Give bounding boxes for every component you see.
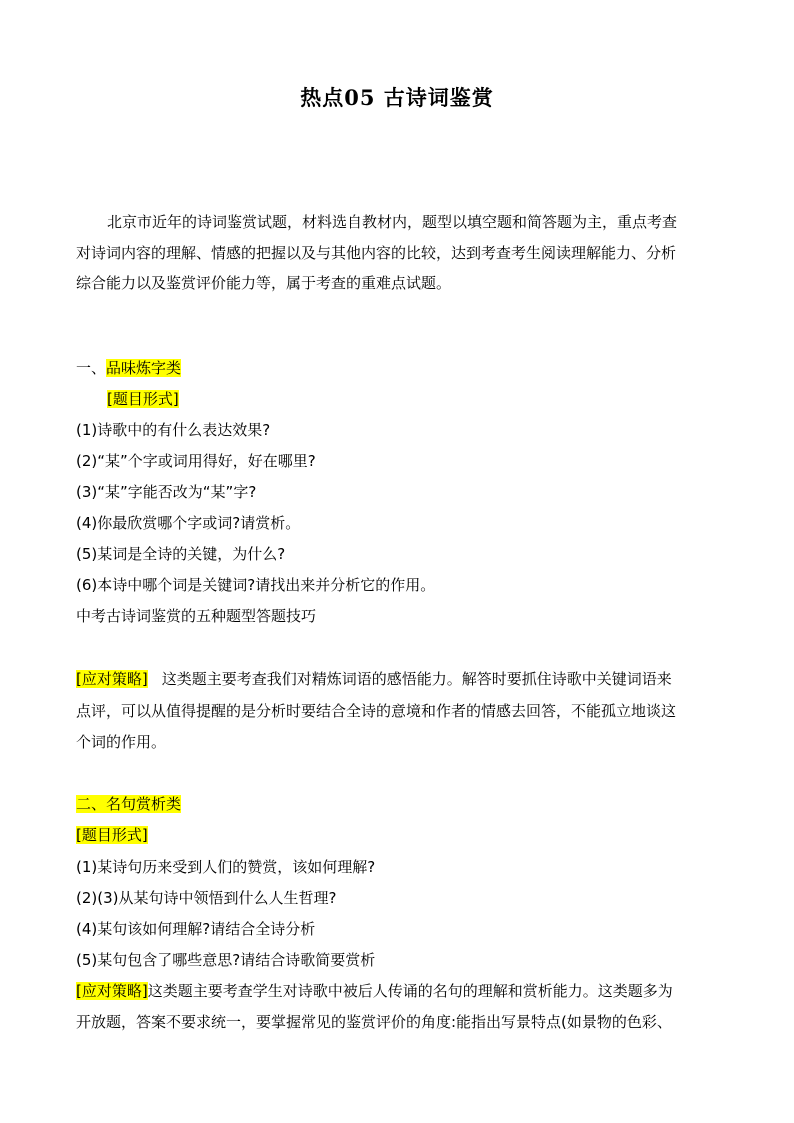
section1-strategy-line-3: 个词的作用。 xyxy=(76,733,167,751)
section2-item: (1)某诗句历来受到人们的赞赏，该如何理解? xyxy=(76,858,376,876)
strategy-label: [应对策略] xyxy=(76,670,148,688)
section2-item: (5)某句包含了哪些意思?请结合诗歌简要赏析 xyxy=(76,951,376,969)
intro-line-1: 北京市近年的诗词鉴赏试题，材料选自教材内，题型以填空题和简答题为主，重点考查 xyxy=(107,213,678,231)
section1-item: (1)诗歌中的有什么表达效果? xyxy=(76,421,271,439)
section2-item: (4)某句该如何理解?请结合全诗分析 xyxy=(76,920,316,938)
section2-strategy: [应对策略]这类题主要考查学生对诗歌中被后人传诵的名句的理解和赏析能力。这类题多为 xyxy=(76,982,673,1000)
section1-prefix: 一、 xyxy=(76,359,107,377)
section1-item: (5)某词是全诗的关键，为什么? xyxy=(76,545,286,563)
section1-item: (6)本诗中哪个词是关键词?请找出来并分析它的作用。 xyxy=(76,576,436,594)
page-title: 热点05 古诗词鉴赏 xyxy=(300,85,494,110)
section1-item: (2)“某”个字或词用得好，好在哪里? xyxy=(76,452,316,470)
section2-form-label: [题目形式] xyxy=(76,826,148,844)
section1-item: (3)“某”字能否改为“某”字? xyxy=(76,483,257,501)
intro-line-2: 对诗词内容的理解、情感的把握以及与其他内容的比较，达到考查考生阅读理解能力、分析 xyxy=(76,244,677,262)
section1-note: 中考古诗词鉴赏的五种题型答题技巧 xyxy=(76,607,317,625)
intro-line-3: 综合能力以及鉴赏评价能力等，属于考查的重难点试题。 xyxy=(76,274,452,292)
section2-item: (2)(3)从某句诗中领悟到什么人生哲理? xyxy=(76,889,337,907)
section2-strategy-line-2: 开放题，答案不要求统一，要掌握常见的鉴赏评价的角度:能指出写景特点(如景物的色彩、 xyxy=(76,1013,672,1031)
section1-heading-text: 品味炼字类 xyxy=(106,359,182,377)
section1-form-label: [题目形式] xyxy=(107,390,179,408)
section1-strategy: [应对策略] 这类题主要考查我们对精炼词语的感悟能力。解答时要抓住诗歌中关键词语来 xyxy=(76,670,672,688)
section1-heading xyxy=(76,358,181,378)
section2-heading: 二、名句赏析类 xyxy=(76,795,182,813)
strategy-label: [应对策略] xyxy=(76,982,148,1000)
section1-item: (4)你最欣赏哪个字或词?请赏析。 xyxy=(76,514,301,532)
section1-strategy-line-2: 点评，可以从值得提醒的是分析时要结合全诗的意境和作者的情感去回答，不能孤立地谈这 xyxy=(76,702,677,720)
